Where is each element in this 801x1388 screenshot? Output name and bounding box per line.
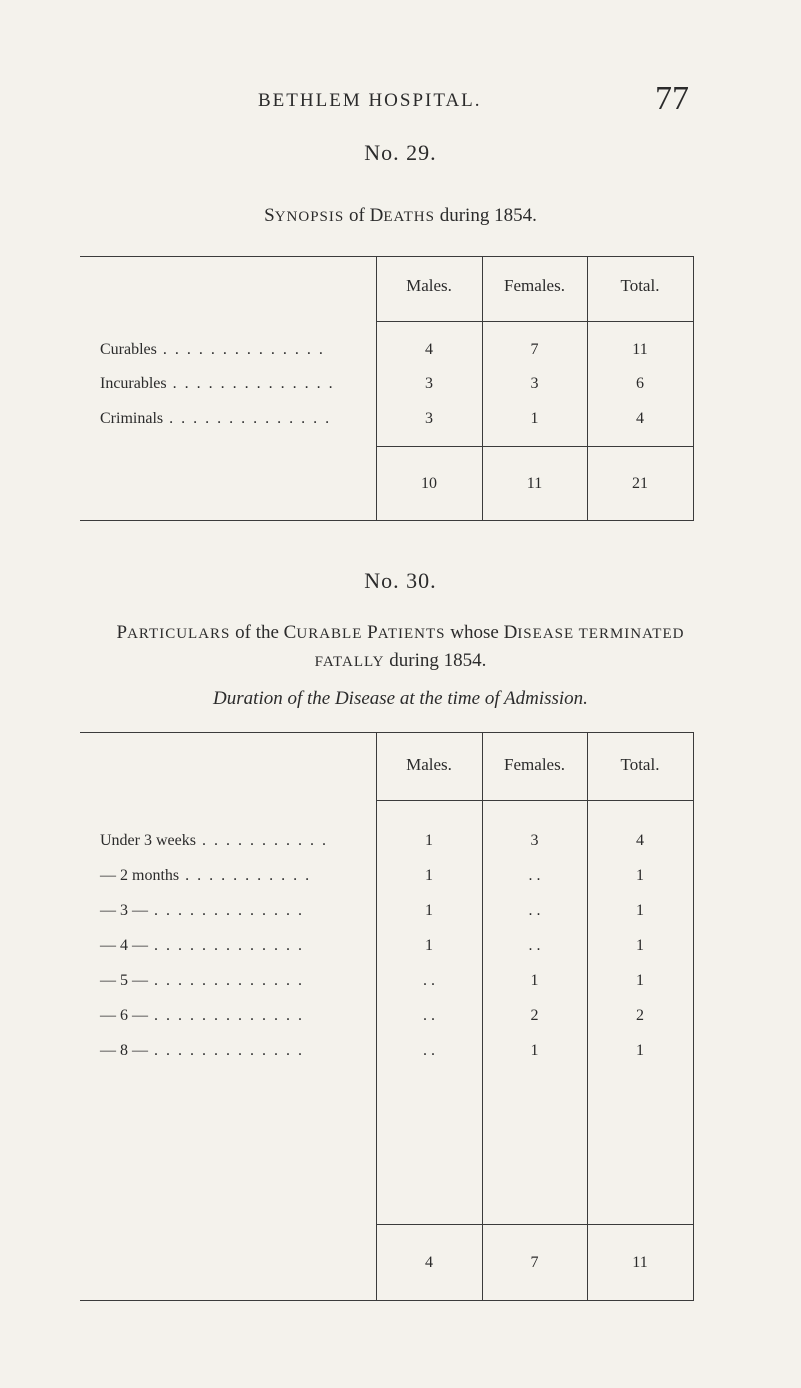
running-title: BETHLEM HOSPITAL. (258, 90, 482, 111)
total-total: 11 (632, 1254, 648, 1271)
row-label: — 4 — . . . . . . . . . . . . . (100, 937, 304, 954)
cell-males: 3 (425, 410, 433, 427)
row-label: — 2 months . . . . . . . . . . . (100, 867, 312, 884)
page-number: 77 (655, 80, 689, 117)
cell-total: 6 (636, 375, 644, 392)
cell-males: 1 (425, 867, 433, 884)
cell-males: . . (423, 1007, 435, 1024)
column-header-total: Total. (620, 755, 660, 774)
cell-females: 7 (530, 341, 539, 358)
cell-males: 1 (425, 937, 433, 954)
table-29-number: No. 29. (364, 140, 437, 165)
cell-total: 2 (636, 1007, 644, 1024)
row-label: Criminals . . . . . . . . . . . . . . (100, 410, 332, 427)
total-females: 7 (530, 1254, 539, 1271)
row-label: — 8 — . . . . . . . . . . . . . (100, 1042, 304, 1059)
table-29-heading: SYNOPSIS of DEATHS during 1854. (264, 205, 537, 226)
table-30-bottom-rule (80, 1300, 694, 1301)
cell-males: 1 (425, 832, 433, 849)
cell-total: 1 (636, 867, 644, 884)
table-30-header-rule (376, 800, 693, 801)
cell-total: 1 (636, 972, 644, 989)
cell-females: 1 (530, 1042, 539, 1059)
cell-females: 1 (530, 410, 539, 427)
table-30-heading-line-1: PARTICULARS of the CURABLE PATIENTS whose DISEASE TERMINATED (116, 622, 685, 643)
cell-total: 1 (636, 1042, 644, 1059)
cell-total: 4 (636, 832, 644, 849)
cell-females: 2 (530, 1007, 539, 1024)
row-label: Incurables . . . . . . . . . . . . . . (100, 375, 335, 392)
column-header-total: Total. (620, 276, 660, 295)
table-30-subheading: Duration of the Disease at the time of Admission. (213, 688, 588, 709)
total-total: 21 (632, 475, 648, 492)
cell-total: 1 (636, 902, 644, 919)
cell-males: 4 (425, 341, 433, 358)
table-30-right-border (693, 732, 694, 1300)
cell-males: 1 (425, 902, 433, 919)
table-30-number: No. 30. (364, 568, 437, 593)
row-label: Curables . . . . . . . . . . . . . . (100, 341, 325, 358)
row-label: — 5 — . . . . . . . . . . . . . (100, 972, 304, 989)
column-header-females: Females. (504, 276, 565, 295)
cell-females: . . (528, 867, 541, 884)
cell-males: . . (423, 1042, 435, 1059)
cell-females: 1 (530, 972, 539, 989)
total-males: 10 (421, 475, 437, 492)
total-males: 4 (425, 1254, 433, 1271)
row-label: — 6 — . . . . . . . . . . . . . (100, 1007, 304, 1024)
cell-females: . . (528, 937, 541, 954)
column-header-males: Males. (406, 755, 452, 774)
cell-total: 4 (636, 410, 644, 427)
table-30-total-rule (376, 1224, 693, 1225)
cell-males: . . (423, 972, 435, 989)
table-30-top-rule (80, 732, 694, 733)
cell-total: 11 (632, 341, 648, 358)
row-label: — 3 — . . . . . . . . . . . . . (100, 902, 304, 919)
cell-total: 1 (636, 937, 644, 954)
cell-females: 3 (530, 832, 539, 849)
column-header-males: Males. (406, 276, 452, 295)
cell-females: . . (528, 902, 541, 919)
cell-females: 3 (530, 375, 539, 392)
row-label: Under 3 weeks . . . . . . . . . . . (100, 832, 328, 849)
total-females: 11 (526, 475, 543, 492)
table-30-heading-line-2: FATALLY during 1854. (314, 650, 487, 671)
column-header-females: Females. (504, 755, 565, 774)
cell-males: 3 (425, 375, 433, 392)
